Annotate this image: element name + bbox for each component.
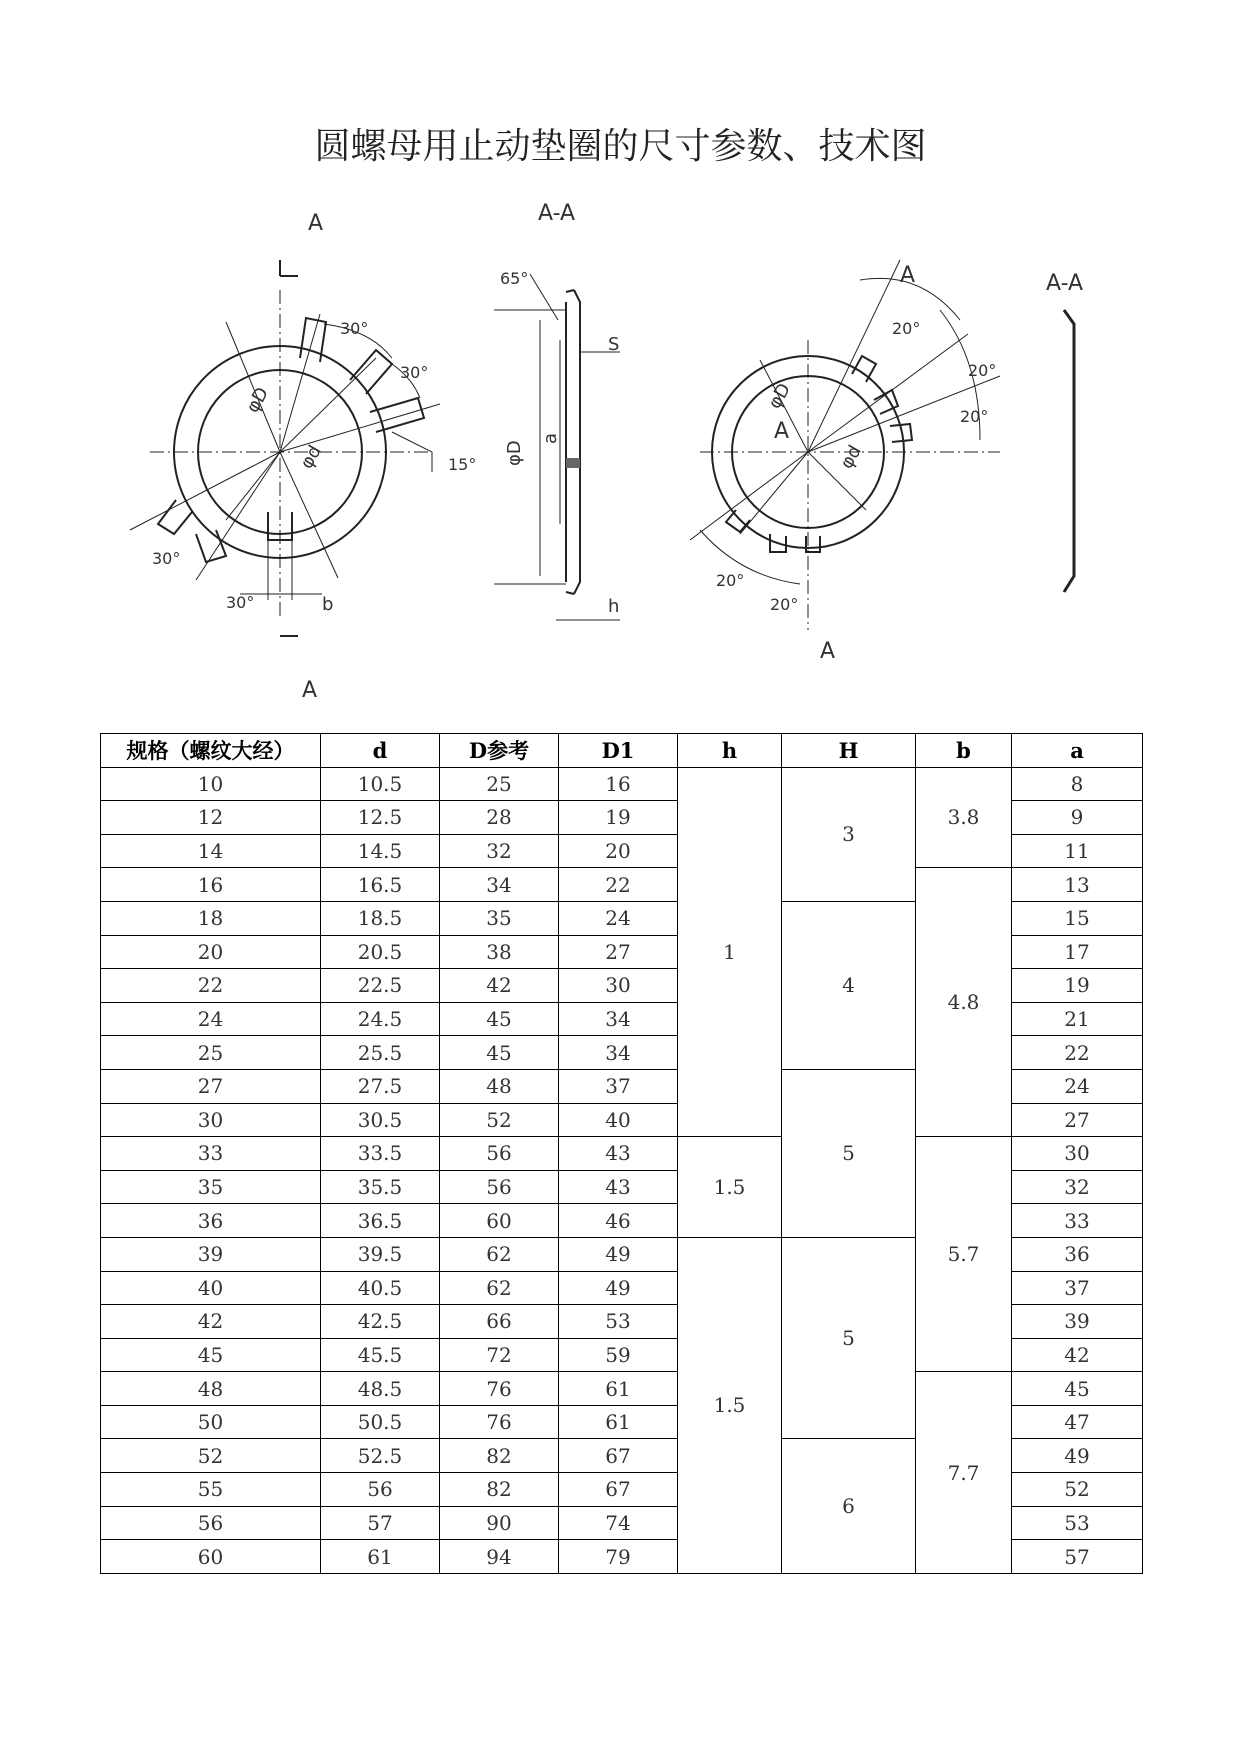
cell-D1: 61 — [559, 1405, 678, 1439]
cell-d: 36.5 — [321, 1204, 440, 1238]
cell-d: 18.5 — [321, 901, 440, 935]
cell-h: 1 — [678, 767, 782, 1137]
cell-D1: 49 — [559, 1271, 678, 1305]
cell-spec: 18 — [101, 901, 321, 935]
cell-D1: 59 — [559, 1338, 678, 1372]
cell-D1: 34 — [559, 1036, 678, 1070]
cell-D1: 24 — [559, 901, 678, 935]
cell-D1: 49 — [559, 1237, 678, 1271]
table-row — [101, 868, 1143, 902]
cell-D-ref: 82 — [440, 1473, 559, 1507]
cell-a: 27 — [1012, 1103, 1143, 1137]
cell-D1: 16 — [559, 767, 678, 801]
cell-spec: 56 — [101, 1506, 321, 1540]
cell-D1: 67 — [559, 1439, 678, 1473]
svg-text:20°: 20° — [716, 571, 745, 590]
svg-text:30°: 30° — [400, 363, 429, 382]
cell-a: 9 — [1012, 801, 1143, 835]
cell-d: 50.5 — [321, 1405, 440, 1439]
cell-b: 7.7 — [916, 1372, 1012, 1574]
cell-spec: 60 — [101, 1540, 321, 1574]
cell-a: 53 — [1012, 1506, 1143, 1540]
cell-a: 8 — [1012, 767, 1143, 801]
cell-a: 32 — [1012, 1170, 1143, 1204]
cell-b: 5.7 — [916, 1137, 1012, 1372]
cell-spec: 27 — [101, 1069, 321, 1103]
cell-D1: 67 — [559, 1473, 678, 1507]
cell-d: 30.5 — [321, 1103, 440, 1137]
cell-D-ref: 25 — [440, 767, 559, 801]
cell-d: 12.5 — [321, 801, 440, 835]
cell-D1: 53 — [559, 1305, 678, 1339]
cell-d: 35.5 — [321, 1170, 440, 1204]
cell-spec: 35 — [101, 1170, 321, 1204]
cell-d: 27.5 — [321, 1069, 440, 1103]
cell-D-ref: 60 — [440, 1204, 559, 1238]
cell-spec: 20 — [101, 935, 321, 969]
svg-text:30°: 30° — [340, 319, 369, 338]
svg-text:A: A — [308, 211, 324, 236]
cell-D1: 61 — [559, 1372, 678, 1406]
cell-a: 36 — [1012, 1237, 1143, 1271]
svg-text:65°: 65° — [500, 269, 529, 288]
cell-D1: 34 — [559, 1002, 678, 1036]
cell-spec: 25 — [101, 1036, 321, 1070]
cell-spec: 30 — [101, 1103, 321, 1137]
cell-D1: 19 — [559, 801, 678, 835]
cell-D-ref: 94 — [440, 1540, 559, 1574]
cell-d: 39.5 — [321, 1237, 440, 1271]
cell-a: 45 — [1012, 1372, 1143, 1406]
svg-text:S: S — [608, 334, 620, 355]
cell-a: 24 — [1012, 1069, 1143, 1103]
cell-D-ref: 76 — [440, 1372, 559, 1406]
svg-text:φD: φD — [242, 383, 274, 417]
cell-D1: 79 — [559, 1540, 678, 1574]
cell-a: 52 — [1012, 1473, 1143, 1507]
cell-h: 1.5 — [678, 1137, 782, 1238]
cell-d: 33.5 — [321, 1137, 440, 1171]
svg-text:15°: 15° — [448, 455, 477, 474]
column-header: h — [678, 734, 782, 768]
cell-spec: 40 — [101, 1271, 321, 1305]
svg-text:b: b — [322, 594, 334, 615]
cell-D1: 20 — [559, 834, 678, 868]
cell-d: 56 — [321, 1473, 440, 1507]
cell-a: 47 — [1012, 1405, 1143, 1439]
cell-spec: 14 — [101, 834, 321, 868]
cell-spec: 45 — [101, 1338, 321, 1372]
svg-text:a: a — [540, 432, 561, 444]
table-header-row — [101, 734, 1143, 768]
cell-spec: 24 — [101, 1002, 321, 1036]
column-header: d — [321, 734, 440, 768]
cell-d: 61 — [321, 1540, 440, 1574]
cell-a: 11 — [1012, 834, 1143, 868]
table-row — [101, 767, 1143, 801]
cell-D1: 43 — [559, 1170, 678, 1204]
cell-d: 45.5 — [321, 1338, 440, 1372]
cell-a: 39 — [1012, 1305, 1143, 1339]
svg-text:A-A: A-A — [538, 201, 576, 226]
svg-text:A: A — [774, 419, 790, 444]
technical-drawing — [0, 200, 1241, 720]
svg-text:A: A — [302, 678, 318, 703]
cell-H: 6 — [782, 1439, 916, 1573]
cell-a: 17 — [1012, 935, 1143, 969]
column-header: H — [782, 734, 916, 768]
cell-d: 25.5 — [321, 1036, 440, 1070]
cell-a: 21 — [1012, 1002, 1143, 1036]
cell-spec: 10 — [101, 767, 321, 801]
cell-d: 10.5 — [321, 767, 440, 801]
cell-D1: 43 — [559, 1137, 678, 1171]
cell-a: 13 — [1012, 868, 1143, 902]
cell-spec: 36 — [101, 1204, 321, 1238]
svg-text:20°: 20° — [770, 595, 799, 614]
cell-D1: 40 — [559, 1103, 678, 1137]
cell-a: 42 — [1012, 1338, 1143, 1372]
cell-spec: 33 — [101, 1137, 321, 1171]
cell-b: 3.8 — [916, 767, 1012, 868]
cell-spec: 52 — [101, 1439, 321, 1473]
cell-D-ref: 48 — [440, 1069, 559, 1103]
section-view-2 — [1064, 310, 1074, 592]
cell-D1: 37 — [559, 1069, 678, 1103]
cell-d: 40.5 — [321, 1271, 440, 1305]
cell-D-ref: 42 — [440, 969, 559, 1003]
cell-D1: 74 — [559, 1506, 678, 1540]
cell-d: 24.5 — [321, 1002, 440, 1036]
cell-D-ref: 66 — [440, 1305, 559, 1339]
cell-spec: 50 — [101, 1405, 321, 1439]
cell-a: 30 — [1012, 1137, 1143, 1171]
svg-text:A-A: A-A — [1046, 271, 1084, 296]
cell-spec: 48 — [101, 1372, 321, 1406]
cell-H: 4 — [782, 901, 916, 1069]
cell-a: 22 — [1012, 1036, 1143, 1070]
cell-D-ref: 45 — [440, 1036, 559, 1070]
cell-D-ref: 76 — [440, 1405, 559, 1439]
cell-a: 57 — [1012, 1540, 1143, 1574]
svg-text:φd: φd — [296, 441, 326, 473]
column-header: b — [916, 734, 1012, 768]
svg-text:A: A — [820, 639, 836, 664]
cell-a: 33 — [1012, 1204, 1143, 1238]
table-row — [101, 1372, 1143, 1406]
cell-D-ref: 62 — [440, 1237, 559, 1271]
table-row — [101, 1137, 1143, 1171]
cell-b: 4.8 — [916, 868, 1012, 1137]
cell-spec: 42 — [101, 1305, 321, 1339]
cell-a: 37 — [1012, 1271, 1143, 1305]
cell-D-ref: 32 — [440, 834, 559, 868]
column-header: a — [1012, 734, 1143, 768]
svg-text:A: A — [900, 263, 916, 288]
cell-D-ref: 56 — [440, 1170, 559, 1204]
svg-text:30°: 30° — [152, 549, 181, 568]
svg-text:φD: φD — [504, 440, 525, 466]
cell-spec: 55 — [101, 1473, 321, 1507]
cell-D-ref: 45 — [440, 1002, 559, 1036]
cell-D-ref: 38 — [440, 935, 559, 969]
svg-text:φd: φd — [836, 441, 866, 473]
cell-spec: 39 — [101, 1237, 321, 1271]
svg-text:20°: 20° — [960, 407, 989, 426]
cell-d: 57 — [321, 1506, 440, 1540]
cell-spec: 12 — [101, 801, 321, 835]
cell-h: 1.5 — [678, 1237, 782, 1573]
cell-D-ref: 56 — [440, 1137, 559, 1171]
cell-D1: 27 — [559, 935, 678, 969]
column-header: D参考 — [440, 734, 559, 768]
cell-D-ref: 90 — [440, 1506, 559, 1540]
cell-D-ref: 35 — [440, 901, 559, 935]
cell-D-ref: 34 — [440, 868, 559, 902]
cell-d: 52.5 — [321, 1439, 440, 1473]
cell-D-ref: 72 — [440, 1338, 559, 1372]
cell-D-ref: 82 — [440, 1439, 559, 1473]
svg-text:h: h — [608, 596, 620, 617]
cell-D1: 22 — [559, 868, 678, 902]
cell-d: 16.5 — [321, 868, 440, 902]
cell-a: 15 — [1012, 901, 1143, 935]
column-header: D1 — [559, 734, 678, 768]
cell-H: 5 — [782, 1069, 916, 1237]
dimension-table — [100, 733, 1143, 1574]
washer-front-view-1 — [130, 260, 440, 636]
cell-a: 19 — [1012, 969, 1143, 1003]
cell-D1: 30 — [559, 969, 678, 1003]
svg-text:20°: 20° — [968, 361, 997, 380]
cell-D-ref: 62 — [440, 1271, 559, 1305]
svg-text:φD: φD — [764, 379, 796, 413]
cell-H: 5 — [782, 1237, 916, 1439]
svg-text:30°: 30° — [226, 593, 255, 612]
column-header: 规格（螺纹大经） — [101, 734, 321, 768]
cell-spec: 22 — [101, 969, 321, 1003]
cell-D1: 46 — [559, 1204, 678, 1238]
cell-d: 20.5 — [321, 935, 440, 969]
cell-d: 42.5 — [321, 1305, 440, 1339]
page-title: 圆螺母用止动垫圈的尺寸参数、技术图 — [314, 126, 927, 167]
cell-H: 3 — [782, 767, 916, 901]
cell-d: 22.5 — [321, 969, 440, 1003]
svg-text:20°: 20° — [892, 319, 921, 338]
cell-d: 14.5 — [321, 834, 440, 868]
cell-D-ref: 52 — [440, 1103, 559, 1137]
cell-spec: 16 — [101, 868, 321, 902]
cell-d: 48.5 — [321, 1372, 440, 1406]
cell-a: 49 — [1012, 1439, 1143, 1473]
cell-D-ref: 28 — [440, 801, 559, 835]
